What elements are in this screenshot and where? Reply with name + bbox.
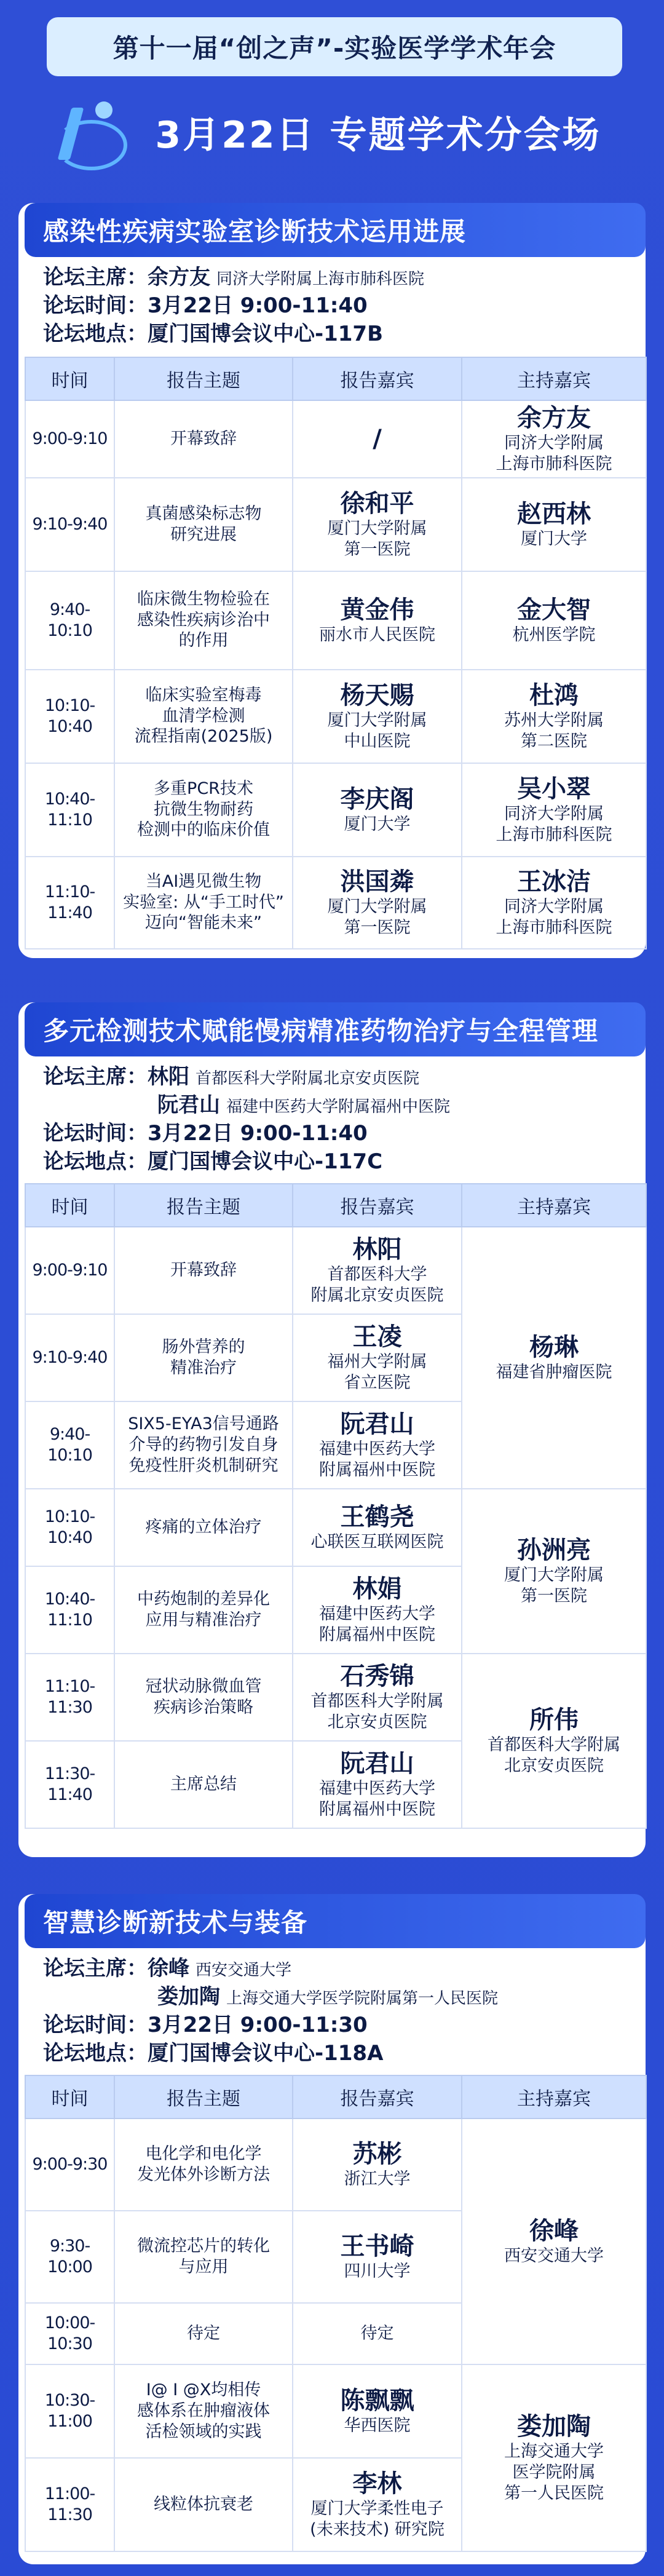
header-speaker: 报告嘉宾 <box>293 2075 462 2118</box>
chair-label: 论坛主席： <box>43 1956 148 1981</box>
session-speaker <box>293 1741 462 1828</box>
host-name: 娄加陶 <box>517 2412 591 2441</box>
session-speaker <box>293 1654 462 1741</box>
speaker-name: 林娟 <box>352 1575 402 1604</box>
session-speaker <box>293 2303 462 2364</box>
schedule-table <box>25 357 647 949</box>
header-topic: 报告主题 <box>114 1184 293 1227</box>
time-label: 论坛时间： <box>43 293 148 318</box>
session-topic: 临床微生物检验在 感染性疾病诊治中 的作用 <box>114 571 293 670</box>
session-time: 9:30-10:00 <box>25 2211 114 2303</box>
header-host: 主持嘉宾 <box>462 1184 646 1227</box>
speaker-org: 首都医科大学 附属北京安贞医院 <box>310 1265 444 1305</box>
session-host <box>462 1654 646 1828</box>
session-host <box>462 670 646 763</box>
session-speaker <box>293 2364 462 2458</box>
conference-logo-icon <box>43 95 135 169</box>
forum-time: 3月22日 9:00-11:40 <box>148 293 368 318</box>
speaker-name: 石秀锦 <box>340 1662 414 1691</box>
host-org: 福建省肿瘤医院 <box>496 1363 612 1382</box>
session-host <box>462 763 646 857</box>
speaker-org: 浙江大学 <box>344 2170 411 2189</box>
session-speaker <box>293 400 462 478</box>
chair-label: 论坛主席： <box>43 265 148 290</box>
speaker-name: 杨天赐 <box>340 681 414 710</box>
speaker-name: 陈飘飘 <box>340 2387 414 2415</box>
speaker-org: 福州大学附属 省立医院 <box>327 1352 427 1392</box>
speaker-org: 首都医科大学附属 北京安贞医院 <box>310 1692 444 1732</box>
forum-info <box>43 1063 450 1176</box>
session-topic: 疼痛的立体治疗 <box>114 1489 293 1566</box>
forum-place: 厦门国博会议中心-118A <box>148 2041 384 2066</box>
session-topic: 冠状动脉微血管 疾病诊治策略 <box>114 1654 293 1741</box>
chair-name: 徐峰 <box>148 1956 189 1981</box>
session-topic: 微流控芯片的转化 与应用 <box>114 2211 293 2303</box>
session-speaker <box>293 1489 462 1566</box>
session-time: 10:40-11:10 <box>25 1566 114 1654</box>
session-time: 10:00-10:30 <box>25 2303 114 2364</box>
table-row <box>25 763 646 857</box>
session-host <box>462 2118 646 2364</box>
speaker-name: 黄金伟 <box>340 595 414 624</box>
chair-name: 阮君山 <box>157 1093 220 1117</box>
chair-org: 同济大学附属上海市肺科医院 <box>216 270 425 288</box>
chair-label: 论坛主席： <box>43 1064 148 1089</box>
session-speaker <box>293 571 462 670</box>
session-host <box>462 571 646 670</box>
session-speaker <box>293 670 462 763</box>
forum-title: 多元检测技术赋能慢病精准药物治疗与全程管理 <box>25 1002 646 1056</box>
session-topic: SIX5-EYA3信号通路 介导的药物引发自身 免疫性肝炎机制研究 <box>114 1401 293 1489</box>
table-row <box>25 857 646 949</box>
session-time: 11:10-11:40 <box>25 857 114 949</box>
session-speaker <box>293 763 462 857</box>
speaker-org: 心联医互联网医院 <box>310 1532 444 1552</box>
host-org: 西安交通大学 <box>504 2246 604 2266</box>
forum-info <box>43 1954 498 2067</box>
host-org: 上海交通大学 医学院附属 第一人民医院 <box>504 2442 604 2503</box>
schedule-table <box>25 2075 647 2552</box>
session-speaker <box>293 1227 462 1314</box>
chair-name: 林阳 <box>148 1064 189 1089</box>
speaker-org: 厦门大学柔性电子 (未来技术) 研究院 <box>310 2499 445 2539</box>
session-time: 9:10-9:40 <box>25 1314 114 1401</box>
session-topic: 开幕致辞 <box>114 1227 293 1314</box>
session-time: 9:00-9:30 <box>25 2118 114 2211</box>
speaker-org: 厦门大学附属 中山医院 <box>327 710 427 751</box>
chair-org: 上海交通大学医学院附属第一人民医院 <box>226 1989 499 2008</box>
time-label: 论坛时间： <box>43 2013 148 2037</box>
host-name: 徐峰 <box>529 2217 579 2246</box>
forum-time: 3月22日 9:00-11:40 <box>148 1121 368 1146</box>
date-title: 3月22日 专题学术分会场 <box>155 114 601 157</box>
forum-title: 智慧诊断新技术与装备 <box>25 1894 646 1948</box>
session-topic: 主席总结 <box>114 1741 293 1828</box>
session-speaker <box>293 2211 462 2303</box>
header-speaker: 报告嘉宾 <box>293 1184 462 1227</box>
speaker-org: 厦门大学附属 第一医院 <box>327 897 427 937</box>
forum-place: 厦门国博会议中心-117C <box>148 1149 383 1174</box>
chair-name: 娄加陶 <box>157 1984 220 2009</box>
speaker-name: 苏彬 <box>352 2140 402 2169</box>
host-org: 苏州大学附属 第二医院 <box>504 710 604 751</box>
table-row <box>25 1654 646 1741</box>
host-org: 厦门大学附属 第一医院 <box>504 1566 604 1606</box>
speaker-name: 王鹤尧 <box>340 1503 414 1532</box>
header-time: 时间 <box>25 2075 114 2118</box>
session-speaker <box>293 857 462 949</box>
header-time: 时间 <box>25 357 114 400</box>
table-row <box>25 1227 646 1314</box>
session-host <box>462 857 646 949</box>
session-topic: I@ I @X均相传 感体系在肿瘤液体 活检领域的实践 <box>114 2364 293 2458</box>
session-time: 10:40-11:10 <box>25 763 114 857</box>
chair-name: 余方友 <box>148 265 210 290</box>
session-time: 9:40-10:10 <box>25 1401 114 1489</box>
session-topic: 当AI遇见微生物 实验室: 从“手工时代” 迈向“智能未来” <box>114 857 293 949</box>
session-time: 9:00-9:10 <box>25 1227 114 1314</box>
speaker-name: 徐和平 <box>340 489 414 518</box>
session-time: 9:10-9:40 <box>25 478 114 571</box>
session-topic: 待定 <box>114 2303 293 2364</box>
speaker-org: 福建中医药大学 附属福州中医院 <box>319 1604 435 1644</box>
speaker-name: 李林 <box>352 2470 402 2499</box>
session-time: 10:30-11:00 <box>25 2364 114 2458</box>
host-name: 金大智 <box>517 595 591 624</box>
host-org: 首都医科大学附属 北京安贞医院 <box>488 1735 620 1775</box>
session-speaker <box>293 2118 462 2211</box>
session-host <box>462 400 646 478</box>
table-row <box>25 400 646 478</box>
host-name: 所伟 <box>529 1706 579 1735</box>
host-name: 王冰洁 <box>517 867 591 896</box>
speaker-name: 阮君山 <box>340 1750 414 1778</box>
host-org: 同济大学附属 上海市肺科医院 <box>496 897 612 937</box>
session-host <box>462 1489 646 1654</box>
host-name: 赵西林 <box>517 499 591 528</box>
header-host: 主持嘉宾 <box>462 357 646 400</box>
speaker-org: 华西医院 <box>344 2416 411 2436</box>
session-host <box>462 478 646 571</box>
host-name: 吴小翠 <box>517 774 591 803</box>
session-time: 11:10-11:30 <box>25 1654 114 1741</box>
table-row <box>25 670 646 763</box>
speaker-org: 四川大学 <box>344 2262 411 2281</box>
forum-time: 3月22日 9:00-11:30 <box>148 2013 368 2037</box>
conference-title: 第十一届“创之声”-实验医学学术年会 <box>47 17 622 76</box>
host-org: 杭州医学院 <box>512 625 596 644</box>
header-time: 时间 <box>25 1184 114 1227</box>
header-topic: 报告主题 <box>114 2075 293 2118</box>
speaker-name: / <box>373 424 382 453</box>
speaker-name: 阮君山 <box>340 1410 414 1439</box>
speaker-name: 林阳 <box>352 1235 402 1264</box>
forum-title: 感染性疾病实验室诊断技术运用进展 <box>25 203 646 257</box>
host-name: 杨琳 <box>529 1333 579 1362</box>
forum-section-1 <box>18 203 646 958</box>
speaker-org: 丽水市人民医院 <box>319 625 435 644</box>
session-speaker <box>293 2458 462 2551</box>
chair-org: 福建中医药大学附属福州中医院 <box>226 1098 451 1116</box>
session-host <box>462 1227 646 1489</box>
schedule-table <box>25 1183 647 1829</box>
host-org: 同济大学附属 上海市肺科医院 <box>496 434 612 474</box>
table-row <box>25 478 646 571</box>
speaker-name: 王书崎 <box>340 2232 414 2261</box>
session-topic: 临床实验室梅毒 血清学检测 流程指南(2025版) <box>114 670 293 763</box>
host-org: 同济大学附属 上海市肺科医院 <box>496 804 612 844</box>
session-topic: 开幕致辞 <box>114 400 293 478</box>
header-speaker: 报告嘉宾 <box>293 357 462 400</box>
speaker-name: 李庆阁 <box>340 785 414 814</box>
session-time: 9:40-10:10 <box>25 571 114 670</box>
speaker-org: 待定 <box>360 2324 394 2344</box>
time-label: 论坛时间： <box>43 1121 148 1146</box>
speaker-name: 洪国粦 <box>340 867 414 896</box>
host-name: 杜鸿 <box>529 681 579 710</box>
header-topic: 报告主题 <box>114 357 293 400</box>
speaker-org: 福建中医药大学 附属福州中医院 <box>319 1779 435 1819</box>
session-time: 11:30-11:40 <box>25 1741 114 1828</box>
session-topic: 中药炮制的差异化 应用与精准治疗 <box>114 1566 293 1654</box>
speaker-org: 厦门大学 <box>344 814 411 834</box>
session-time: 9:00-9:10 <box>25 400 114 478</box>
table-row <box>25 2364 646 2458</box>
session-topic: 电化学和电化学 发光体外诊断方法 <box>114 2118 293 2211</box>
session-speaker <box>293 478 462 571</box>
session-speaker <box>293 1401 462 1489</box>
host-name: 余方友 <box>517 404 591 432</box>
table-row <box>25 2118 646 2211</box>
session-speaker <box>293 1566 462 1654</box>
forum-section-2 <box>18 1002 646 1857</box>
forum-section-3 <box>18 1894 646 2564</box>
session-topic: 肠外营养的 精准治疗 <box>114 1314 293 1401</box>
place-label: 论坛地点： <box>43 322 148 346</box>
speaker-org: 福建中医药大学 附属福州中医院 <box>319 1440 435 1480</box>
session-topic: 真菌感染标志物 研究进展 <box>114 478 293 571</box>
speaker-org: 厦门大学附属 第一医院 <box>327 518 427 559</box>
host-org: 厦门大学 <box>521 529 587 549</box>
table-row <box>25 571 646 670</box>
table-row <box>25 1489 646 1566</box>
place-label: 论坛地点： <box>43 2041 148 2066</box>
session-host <box>462 2364 646 2551</box>
speaker-name: 王凌 <box>352 1323 402 1352</box>
session-topic: 多重PCR技术 抗微生物耐药 检测中的临床价值 <box>114 763 293 857</box>
session-speaker <box>293 1314 462 1401</box>
date-header <box>43 92 621 172</box>
chair-org: 首都医科大学附属北京安贞医院 <box>196 1069 420 1088</box>
session-time: 10:10-10:40 <box>25 670 114 763</box>
session-topic: 线粒体抗衰老 <box>114 2458 293 2551</box>
session-time: 11:00-11:30 <box>25 2458 114 2551</box>
host-name: 孙洲亮 <box>517 1536 591 1565</box>
header-host: 主持嘉宾 <box>462 2075 646 2118</box>
place-label: 论坛地点： <box>43 1149 148 1174</box>
forum-info <box>43 263 424 348</box>
session-time: 10:10-10:40 <box>25 1489 114 1566</box>
chair-org: 西安交通大学 <box>196 1961 292 1980</box>
forum-place: 厦门国博会议中心-117B <box>148 322 383 346</box>
